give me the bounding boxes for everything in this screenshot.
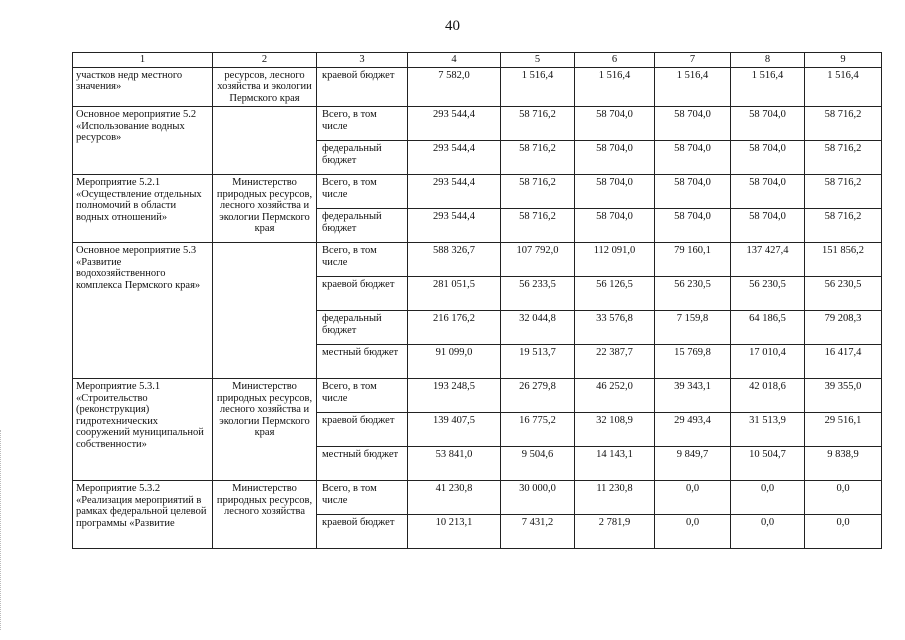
amount-cell: 58 716,2 — [805, 175, 882, 209]
amount-cell: 58 704,0 — [655, 107, 731, 141]
amount-cell: 56 233,5 — [501, 277, 575, 311]
amount-cell: 56 230,5 — [655, 277, 731, 311]
amount-cell: 58 704,0 — [575, 175, 655, 209]
responsible-org-cell: Министерство природных ресурсов, лесного хозяйства и экологии Пермского края — [213, 379, 317, 481]
amount-cell: 79 160,1 — [655, 243, 731, 277]
column-header: 4 — [408, 53, 501, 68]
funding-source-cell: федеральный бюджет — [317, 141, 408, 175]
column-number-row — [73, 53, 882, 68]
amount-cell: 29 516,1 — [805, 413, 882, 447]
activity-name-cell: Мероприятие 5.2.1 «Осуществление отдельных полномочий в области водных отношений» — [73, 175, 213, 243]
amount-cell: 137 427,4 — [731, 243, 805, 277]
amount-cell: 56 230,5 — [805, 277, 882, 311]
amount-cell: 30 000,0 — [501, 481, 575, 515]
table-body — [73, 67, 882, 549]
funding-source-cell: Всего, в том числе — [317, 379, 408, 413]
table-row — [73, 481, 882, 515]
funding-source-cell: краевой бюджет — [317, 67, 408, 107]
amount-cell: 107 792,0 — [501, 243, 575, 277]
amount-cell: 1 516,4 — [731, 67, 805, 107]
table-row — [73, 67, 882, 107]
amount-cell: 16 775,2 — [501, 413, 575, 447]
amount-cell: 56 230,5 — [731, 277, 805, 311]
funding-source-cell: федеральный бюджет — [317, 311, 408, 345]
amount-cell: 2 781,9 — [575, 515, 655, 549]
amount-cell: 9 838,9 — [805, 447, 882, 481]
amount-cell: 58 704,0 — [655, 141, 731, 175]
amount-cell: 56 126,5 — [575, 277, 655, 311]
amount-cell: 15 769,8 — [655, 345, 731, 379]
scan-margin-marks — [0, 430, 5, 630]
amount-cell: 151 856,2 — [805, 243, 882, 277]
amount-cell: 14 143,1 — [575, 447, 655, 481]
amount-cell: 1 516,4 — [575, 67, 655, 107]
amount-cell: 33 576,8 — [575, 311, 655, 345]
column-header: 5 — [501, 53, 575, 68]
table-row — [73, 243, 882, 277]
budget-table — [72, 52, 882, 549]
amount-cell: 19 513,7 — [501, 345, 575, 379]
amount-cell: 1 516,4 — [501, 67, 575, 107]
funding-source-cell: Всего, в том числе — [317, 481, 408, 515]
responsible-org-cell — [213, 243, 317, 379]
amount-cell: 26 279,8 — [501, 379, 575, 413]
amount-cell: 58 704,0 — [731, 175, 805, 209]
amount-cell: 293 544,4 — [408, 141, 501, 175]
activity-name-cell: Основное мероприятие 5.3 «Развитие водохозяйственного комплекса Пермского края» — [73, 243, 213, 379]
amount-cell: 1 516,4 — [805, 67, 882, 107]
amount-cell: 17 010,4 — [731, 345, 805, 379]
amount-cell: 293 544,4 — [408, 175, 501, 209]
column-header: 9 — [805, 53, 882, 68]
amount-cell: 32 044,8 — [501, 311, 575, 345]
amount-cell: 64 186,5 — [731, 311, 805, 345]
amount-cell: 293 544,4 — [408, 107, 501, 141]
funding-source-cell: Всего, в том числе — [317, 107, 408, 141]
page-number: 40 — [445, 18, 460, 34]
funding-source-cell: краевой бюджет — [317, 277, 408, 311]
amount-cell: 11 230,8 — [575, 481, 655, 515]
amount-cell: 16 417,4 — [805, 345, 882, 379]
amount-cell: 58 704,0 — [731, 141, 805, 175]
amount-cell: 0,0 — [655, 481, 731, 515]
amount-cell: 58 704,0 — [655, 209, 731, 243]
amount-cell: 139 407,5 — [408, 413, 501, 447]
amount-cell: 0,0 — [805, 481, 882, 515]
funding-source-cell: местный бюджет — [317, 345, 408, 379]
funding-source-cell: местный бюджет — [317, 447, 408, 481]
amount-cell: 53 841,0 — [408, 447, 501, 481]
funding-source-cell: федеральный бюджет — [317, 209, 408, 243]
amount-cell: 58 704,0 — [731, 209, 805, 243]
amount-cell: 39 343,1 — [655, 379, 731, 413]
amount-cell: 58 716,2 — [501, 107, 575, 141]
amount-cell: 58 716,2 — [501, 175, 575, 209]
column-header: 7 — [655, 53, 731, 68]
amount-cell: 58 716,2 — [501, 141, 575, 175]
amount-cell: 58 704,0 — [575, 209, 655, 243]
amount-cell: 29 493,4 — [655, 413, 731, 447]
amount-cell: 58 716,2 — [805, 107, 882, 141]
amount-cell: 216 176,2 — [408, 311, 501, 345]
column-header: 1 — [73, 53, 213, 68]
amount-cell: 22 387,7 — [575, 345, 655, 379]
amount-cell: 58 704,0 — [575, 107, 655, 141]
amount-cell: 112 091,0 — [575, 243, 655, 277]
column-header: 8 — [731, 53, 805, 68]
column-header: 3 — [317, 53, 408, 68]
funding-source-cell: Всего, в том числе — [317, 243, 408, 277]
amount-cell: 7 159,8 — [655, 311, 731, 345]
activity-name-cell: участков недр местного значения» — [73, 67, 213, 107]
amount-cell: 58 716,2 — [805, 141, 882, 175]
amount-cell: 10 213,1 — [408, 515, 501, 549]
amount-cell: 79 208,3 — [805, 311, 882, 345]
amount-cell: 58 716,2 — [805, 209, 882, 243]
amount-cell: 58 704,0 — [731, 107, 805, 141]
amount-cell: 0,0 — [655, 515, 731, 549]
amount-cell: 39 355,0 — [805, 379, 882, 413]
activity-name-cell: Основное мероприятие 5.2 «Использование водных ресурсов» — [73, 107, 213, 175]
amount-cell: 9 504,6 — [501, 447, 575, 481]
responsible-org-cell — [213, 107, 317, 175]
amount-cell: 42 018,6 — [731, 379, 805, 413]
activity-name-cell: Мероприятие 5.3.2 «Реализация мероприятий в рамках федеральной целевой программы «Развитие — [73, 481, 213, 549]
amount-cell: 0,0 — [731, 515, 805, 549]
amount-cell: 7 582,0 — [408, 67, 501, 107]
amount-cell: 0,0 — [805, 515, 882, 549]
amount-cell: 281 051,5 — [408, 277, 501, 311]
responsible-org-cell: Министерство природных ресурсов, лесного хозяйства — [213, 481, 317, 549]
table-row — [73, 175, 882, 209]
amount-cell: 32 108,9 — [575, 413, 655, 447]
table-row — [73, 107, 882, 141]
amount-cell: 1 516,4 — [655, 67, 731, 107]
funding-source-cell: Всего, в том числе — [317, 175, 408, 209]
amount-cell: 46 252,0 — [575, 379, 655, 413]
amount-cell: 10 504,7 — [731, 447, 805, 481]
column-header: 2 — [213, 53, 317, 68]
column-header: 6 — [575, 53, 655, 68]
activity-name-cell: Мероприятие 5.3.1 «Строительство (реконструкция) гидротехнических сооружений муниципальной собственности» — [73, 379, 213, 481]
funding-source-cell: краевой бюджет — [317, 413, 408, 447]
amount-cell: 293 544,4 — [408, 209, 501, 243]
amount-cell: 58 704,0 — [655, 175, 731, 209]
amount-cell: 31 513,9 — [731, 413, 805, 447]
amount-cell: 41 230,8 — [408, 481, 501, 515]
amount-cell: 0,0 — [731, 481, 805, 515]
responsible-org-cell: ресурсов, лесного хозяйства и экологии Пермского края — [213, 67, 317, 107]
amount-cell: 91 099,0 — [408, 345, 501, 379]
funding-source-cell: краевой бюджет — [317, 515, 408, 549]
amount-cell: 9 849,7 — [655, 447, 731, 481]
table-row — [73, 379, 882, 413]
amount-cell: 58 704,0 — [575, 141, 655, 175]
responsible-org-cell: Министерство природных ресурсов, лесного хозяйства и экологии Пермского края — [213, 175, 317, 243]
amount-cell: 193 248,5 — [408, 379, 501, 413]
amount-cell: 58 716,2 — [501, 209, 575, 243]
amount-cell: 7 431,2 — [501, 515, 575, 549]
amount-cell: 588 326,7 — [408, 243, 501, 277]
